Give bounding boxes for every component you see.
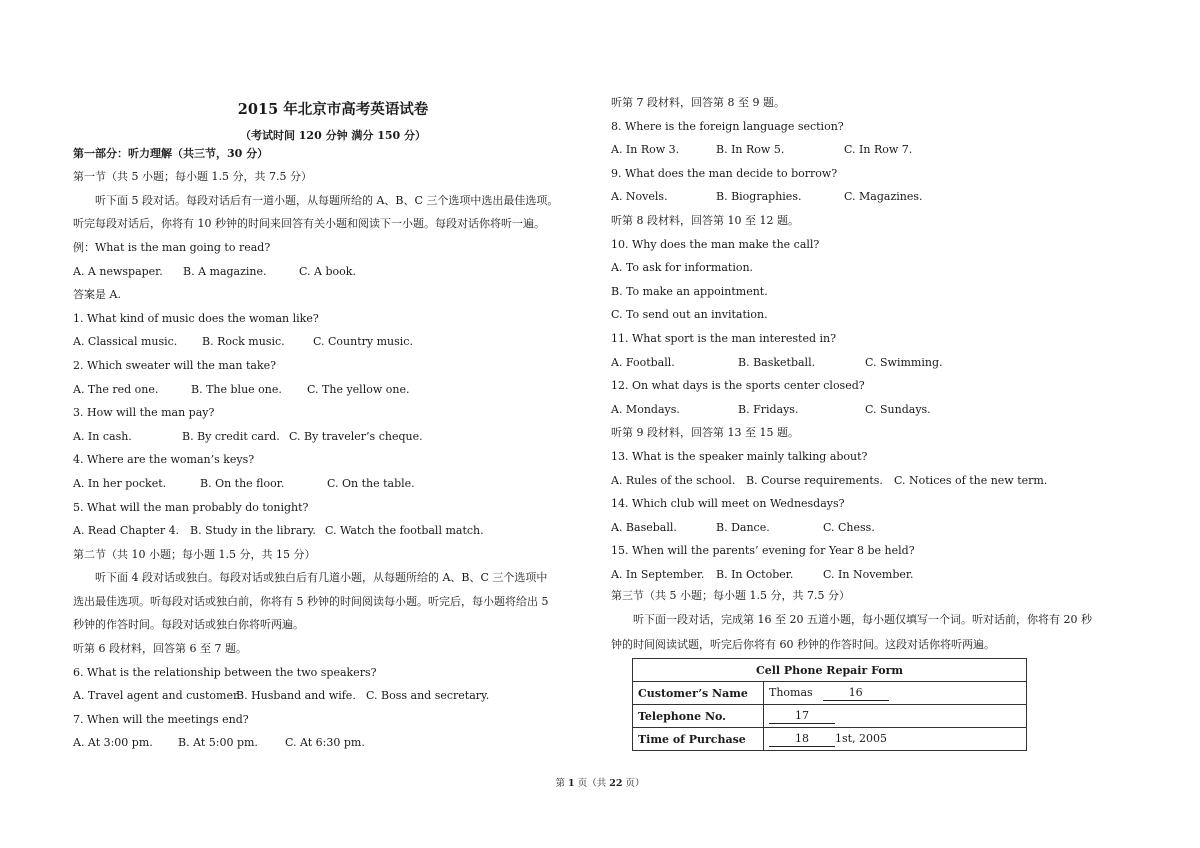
option-c: C. Notices of the new term. — [894, 473, 1048, 487]
material-9-instruction: 听第 9 段材料，回答第 13 至 15 题。 — [611, 426, 799, 440]
option-c: C. Swimming. — [865, 355, 943, 369]
option-a: A. Read Chapter 4. — [73, 524, 180, 538]
question-11: 11. What sport is the man interested in? — [611, 331, 836, 345]
option-c: C. The yellow one. — [307, 382, 410, 396]
answer-blank-17[interactable]: 17 — [769, 709, 835, 724]
option-c: C. At 6:30 pm. — [285, 736, 365, 750]
example-options — [73, 260, 593, 284]
option-b: B. In Row 5. — [716, 143, 785, 157]
option-b: B. Dance. — [716, 520, 770, 534]
question-5: 5. What will the man probably do tonight? — [73, 500, 309, 514]
section1-intro-line1: 听下面 5 段对话。每段对话后有一道小题，从每题所给的 A、B、C 三个选项中选出最佳选项。 — [95, 193, 559, 207]
material-8-instruction: 听第 8 段材料，回答第 10 至 12 题。 — [611, 213, 799, 227]
option-c: C. Boss and secretary. — [366, 689, 490, 703]
option-b: B. In October. — [716, 567, 794, 581]
answer-blank-18[interactable]: 18 — [769, 732, 835, 747]
question-8-options — [611, 138, 1131, 162]
exam-subtitle: （考试时间 120 分钟 满分 150 分） — [239, 129, 427, 142]
option-c: C. In Row 7. — [844, 143, 913, 157]
option-a: A. Novels. — [611, 190, 668, 204]
option-b: B. At 5:00 pm. — [178, 736, 258, 750]
question-9: 9. What does the man decide to borrow? — [611, 166, 838, 180]
form-value — [764, 682, 1027, 705]
section2-intro-line1: 听下面 4 段对话或独白。每段对话或独白后有几道小题，从每题所给的 A、B、C 三个选项中 — [95, 571, 548, 585]
option-a: A. In September. — [611, 567, 705, 581]
section1-heading: 第一节（共 5 小题；每小题 1.5 分，共 7.5 分） — [73, 170, 312, 184]
option-c: C. By traveler’s cheque. — [289, 429, 423, 443]
option-a: A. A newspaper. — [73, 264, 163, 278]
option-a: A. Rules of the school. — [611, 473, 736, 487]
part1-heading: 第一部分：听力理解（共三节，30 分） — [73, 146, 269, 160]
option-c: C. Chess. — [823, 520, 875, 534]
question-6: 6. What is the relationship between the two speakers? — [73, 665, 377, 679]
section2-intro-line3: 秒钟的作答时间。每段对话或独白你将听两遍。 — [73, 618, 304, 632]
example-answer-note: 答案是 A. — [73, 288, 121, 302]
option-a: A. Travel agent and customer. — [73, 689, 241, 703]
section3-intro-line2: 钟的时间阅读试题，听完后你将有 60 秒钟的作答时间。这段对话你将听两遍。 — [611, 638, 995, 652]
form-label: Time of Purchase — [633, 728, 764, 751]
question-3-options — [73, 425, 593, 449]
question-1-options — [73, 330, 593, 354]
form-title: Cell Phone Repair Form — [633, 659, 1027, 682]
cell-phone-repair-form — [632, 658, 1027, 751]
option-b: B. Husband and wife. — [236, 689, 356, 703]
option-a: A. Classical music. — [73, 335, 178, 349]
question-8: 8. Where is the foreign language section? — [611, 119, 844, 133]
question-7: 7. When will the meetings end? — [73, 712, 249, 726]
question-14: 14. Which club will meet on Wednesdays? — [611, 497, 845, 511]
section2-heading: 第二节（共 10 小题；每小题 1.5 分，共 15 分） — [73, 547, 316, 561]
option-b: B. The blue one. — [191, 382, 282, 396]
question-12: 12. On what days is the sports center closed? — [611, 379, 865, 393]
question-14-options — [611, 516, 1131, 540]
section3-heading: 第三节（共 5 小题；每小题 1.5 分，共 7.5 分） — [611, 589, 850, 603]
question-4-options — [73, 472, 593, 496]
question-12-options — [611, 398, 1131, 422]
footer-prefix: 第 — [555, 778, 569, 789]
question-10: 10. Why does the man make the call? — [611, 237, 820, 251]
page-title: 2015 年北京市高考英语试卷 — [237, 101, 429, 118]
option-c: C. On the table. — [327, 476, 415, 490]
footer-middle: 页（共 — [574, 778, 610, 789]
section3-intro-line1: 听下面一段对话，完成第 16 至 20 五道小题，每小题仅填写一个词。听对话前，你将有 20 秒 — [633, 613, 1092, 627]
option-c: C. In November. — [823, 567, 914, 581]
question-9-options — [611, 185, 1131, 209]
option-a: A. Mondays. — [611, 402, 680, 416]
section1-intro-line2: 听完每段对话后，你将有 10 秒钟的时间来回答有关小题和阅读下一小题。每段对话你将听一遍。 — [73, 217, 545, 231]
option-c: C. Country music. — [313, 335, 413, 349]
question-7-options — [73, 731, 593, 755]
left-column — [73, 96, 593, 755]
page-number: 1 — [568, 778, 575, 789]
option-b: B. Fridays. — [738, 402, 799, 416]
option-c: C. Sundays. — [865, 402, 931, 416]
question-10-option-b: B. To make an appointment. — [611, 284, 768, 298]
question-5-options — [73, 519, 593, 543]
question-4: 4. Where are the woman’s keys? — [73, 453, 255, 467]
question-1: 1. What kind of music does the woman like? — [73, 311, 319, 325]
option-b: B. By credit card. — [182, 429, 280, 443]
option-c: C. Magazines. — [844, 190, 923, 204]
question-15: 15. When will the parents’ evening for Year 8 be held? — [611, 544, 915, 558]
option-a: A. In her pocket. — [73, 476, 167, 490]
option-b: B. Basketball. — [738, 355, 816, 369]
right-column — [611, 91, 1131, 657]
option-b: B. Study in the library. — [190, 524, 316, 538]
question-6-options — [73, 684, 593, 708]
option-a: A. At 3:00 pm. — [73, 736, 153, 750]
form-row-telephone — [633, 705, 1027, 728]
section2-intro-line2: 选出最佳选项。听每段对话或独白前，你将有 5 秒钟的时间阅读每小题。听完后，每小题将给出 5 — [73, 594, 549, 608]
form-value-prefix: Thomas — [769, 685, 813, 699]
footer-suffix: 页） — [622, 778, 645, 789]
page-footer — [0, 775, 1200, 789]
form-row-customer-name — [633, 682, 1027, 705]
form-value — [764, 728, 1027, 751]
form-value-suffix: 1st, 2005 — [835, 731, 888, 745]
question-10-option-a: A. To ask for information. — [611, 261, 754, 275]
material-6-instruction: 听第 6 段材料，回答第 6 至 7 题。 — [73, 642, 247, 656]
page-total: 22 — [609, 778, 623, 789]
question-15-options — [611, 563, 1131, 587]
question-13: 13. What is the speaker mainly talking about? — [611, 449, 868, 463]
option-b: B. On the floor. — [200, 476, 285, 490]
question-13-options — [611, 469, 1131, 493]
material-7-instruction: 听第 7 段材料，回答第 8 至 9 题。 — [611, 96, 785, 109]
option-a: A. Baseball. — [611, 520, 677, 534]
question-2-options — [73, 378, 593, 402]
option-a: A. The red one. — [73, 382, 159, 396]
form-row-time-of-purchase — [633, 728, 1027, 751]
option-b: B. A magazine. — [183, 264, 267, 278]
option-b: B. Biographies. — [716, 190, 802, 204]
form-label: Telephone No. — [633, 705, 764, 728]
option-a: A. In Row 3. — [611, 143, 680, 157]
example-question: 例：What is the man going to read? — [73, 240, 271, 254]
option-a: A. In cash. — [73, 429, 132, 443]
question-3: 3. How will the man pay? — [73, 406, 215, 420]
option-c: C. A book. — [299, 264, 356, 278]
option-a: A. Football. — [611, 355, 675, 369]
question-2: 2. Which sweater will the man take? — [73, 358, 277, 372]
form-value — [764, 705, 1027, 728]
form-label: Customer’s Name — [633, 682, 764, 705]
answer-blank-16[interactable]: 16 — [823, 686, 889, 701]
option-c: C. Watch the football match. — [325, 524, 484, 538]
question-11-options — [611, 351, 1131, 375]
option-b: B. Rock music. — [202, 335, 285, 349]
option-b: B. Course requirements. — [746, 473, 883, 487]
question-10-option-c: C. To send out an invitation. — [611, 308, 768, 322]
